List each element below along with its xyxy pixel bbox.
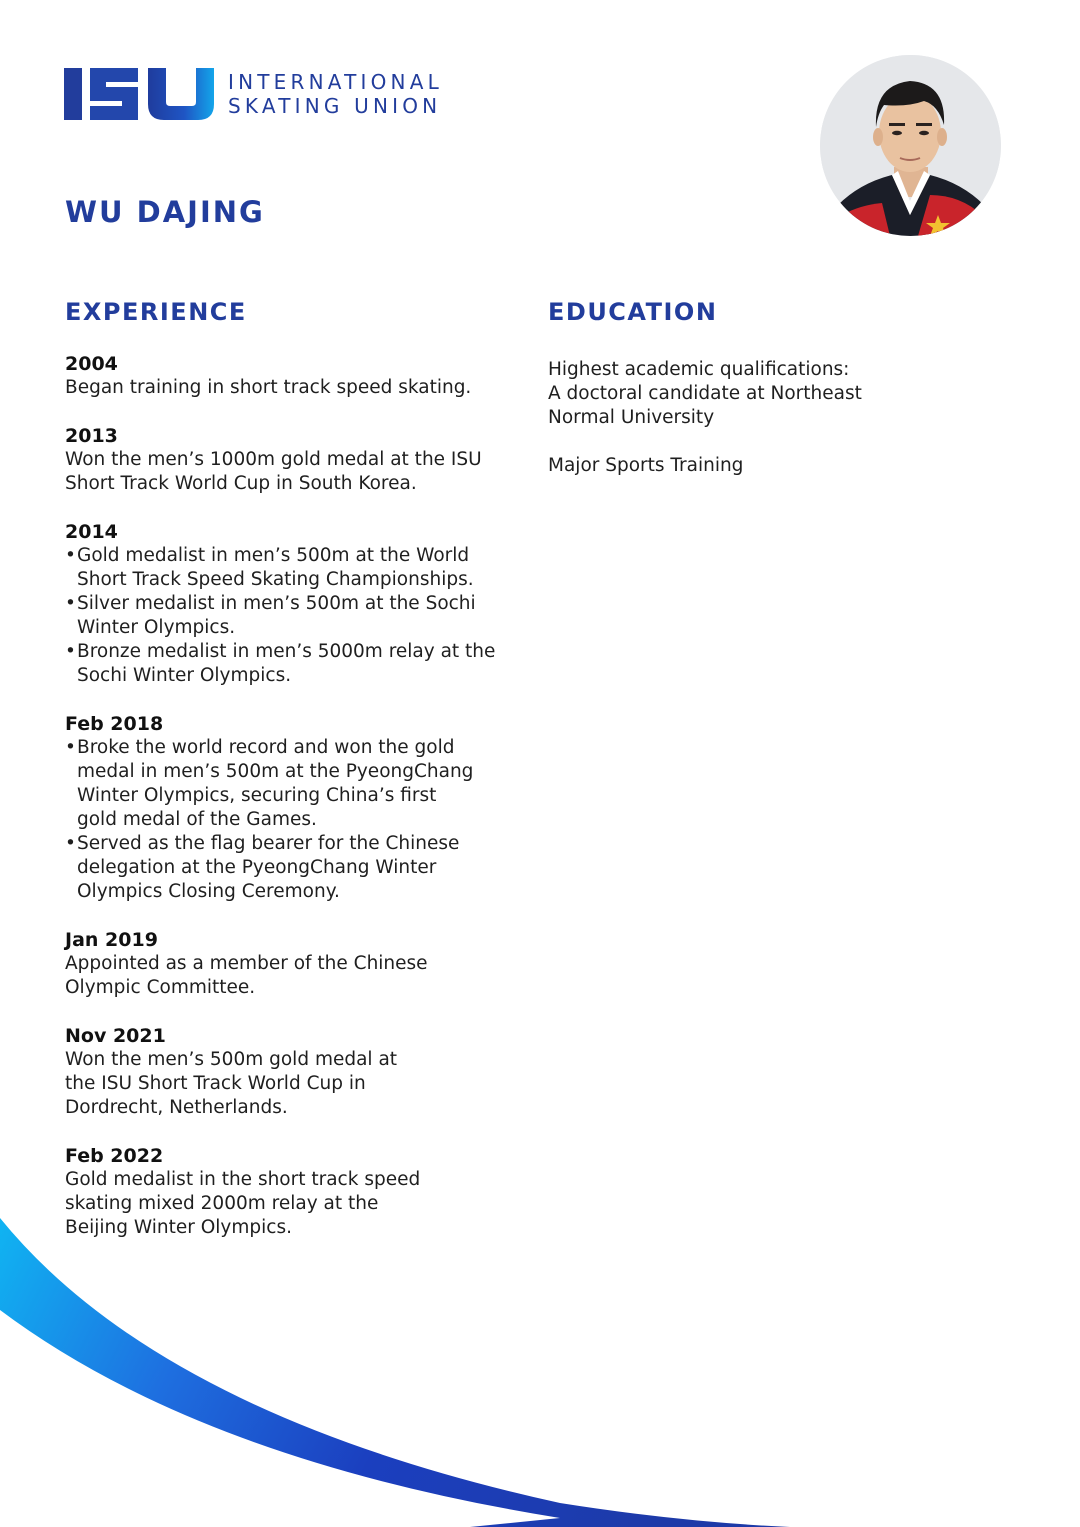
experience-date: 2014: [65, 521, 118, 543]
major-text: Major Sports Training: [548, 455, 744, 476]
experience-bullet: [65, 592, 543, 640]
experience-entry: [65, 928, 543, 1000]
experience-date: Feb 2018: [65, 713, 164, 735]
education-major: [548, 454, 968, 478]
experience-text-line: the ISU Short Track World Cup in: [65, 1073, 366, 1094]
experience-bullet-line: Winter Olympics, securing China’s first: [77, 785, 437, 806]
experience-bullet: [65, 640, 543, 688]
qualification-line: Normal University: [548, 407, 715, 428]
experience-entry: [65, 712, 543, 904]
experience-text-line: Began training in short track speed skating.: [65, 377, 472, 398]
isu-logo: [64, 66, 484, 124]
experience-date: Feb 2022: [65, 1145, 164, 1167]
experience-text-line: Dordrecht, Netherlands.: [65, 1097, 288, 1118]
experience-entry: [65, 520, 543, 688]
experience-bullet: [65, 736, 543, 832]
experience-bullet: [65, 544, 543, 592]
experience-entry: [65, 352, 543, 400]
athlete-portrait-icon: [820, 55, 1001, 236]
experience-text-line: Won the men’s 500m gold medal at: [65, 1049, 398, 1070]
experience-entry: [65, 424, 543, 496]
athlete-portrait-avatar: [820, 55, 1001, 236]
experience-bullet-line: gold medal of the Games.: [77, 809, 317, 830]
experience-text-line: Gold medalist in the short track speed: [65, 1169, 421, 1190]
experience-bullet-line: • Gold medalist in men’s 500m at the World: [77, 545, 470, 566]
experience-bullet: [65, 832, 543, 904]
experience-list: [65, 352, 543, 1264]
isu-logo-mark: [64, 66, 216, 122]
experience-bullet-line: Sochi Winter Olympics.: [77, 665, 292, 686]
athlete-name: WU DAJING: [65, 195, 265, 229]
education-content: [548, 358, 968, 502]
experience-entry: [65, 1024, 543, 1120]
experience-bullet-line: Short Track Speed Skating Championships.: [77, 569, 474, 590]
experience-date: Nov 2021: [65, 1025, 166, 1047]
qualification-line: Highest academic qualifications:: [548, 359, 850, 380]
experience-text-line: Won the men’s 1000m gold medal at the ISU: [65, 449, 482, 470]
experience-text-line: Beijing Winter Olympics.: [65, 1217, 292, 1238]
education-qualification: [548, 358, 968, 430]
experience-bullet-line: • Served as the flag bearer for the Chinese: [77, 833, 460, 854]
qualification-line: A doctoral candidate at Northeast: [548, 383, 862, 404]
experience-date: 2004: [65, 353, 118, 375]
experience-bullet-line: • Broke the world record and won the gold: [77, 737, 455, 758]
experience-bullet-line: Olympics Closing Ceremony.: [77, 881, 340, 902]
experience-bullet-line: Winter Olympics.: [77, 617, 236, 638]
experience-text-line: Olympic Committee.: [65, 977, 256, 998]
experience-bullet-line: delegation at the PyeongChang Winter: [77, 857, 437, 878]
decorative-swoosh: [0, 1200, 1080, 1527]
experience-heading: EXPERIENCE: [65, 298, 247, 326]
experience-text-line: skating mixed 2000m relay at the: [65, 1193, 379, 1214]
experience-text-line: Short Track World Cup in South Korea.: [65, 473, 417, 494]
education-heading: EDUCATION: [548, 298, 718, 326]
experience-bullet-line: medal in men’s 500m at the PyeongChang: [77, 761, 474, 782]
logo-wordmark: [228, 70, 443, 118]
logo-line-1: INTERNATIONAL: [228, 70, 443, 94]
experience-bullet-line: • Silver medalist in men’s 500m at the Sochi: [77, 593, 476, 614]
experience-date: Jan 2019: [65, 929, 158, 951]
logo-line-2: SKATING UNION: [228, 94, 442, 118]
experience-text-line: Appointed as a member of the Chinese: [65, 953, 428, 974]
experience-bullet-line: • Bronze medalist in men’s 5000m relay at the: [77, 641, 496, 662]
experience-date: 2013: [65, 425, 118, 447]
